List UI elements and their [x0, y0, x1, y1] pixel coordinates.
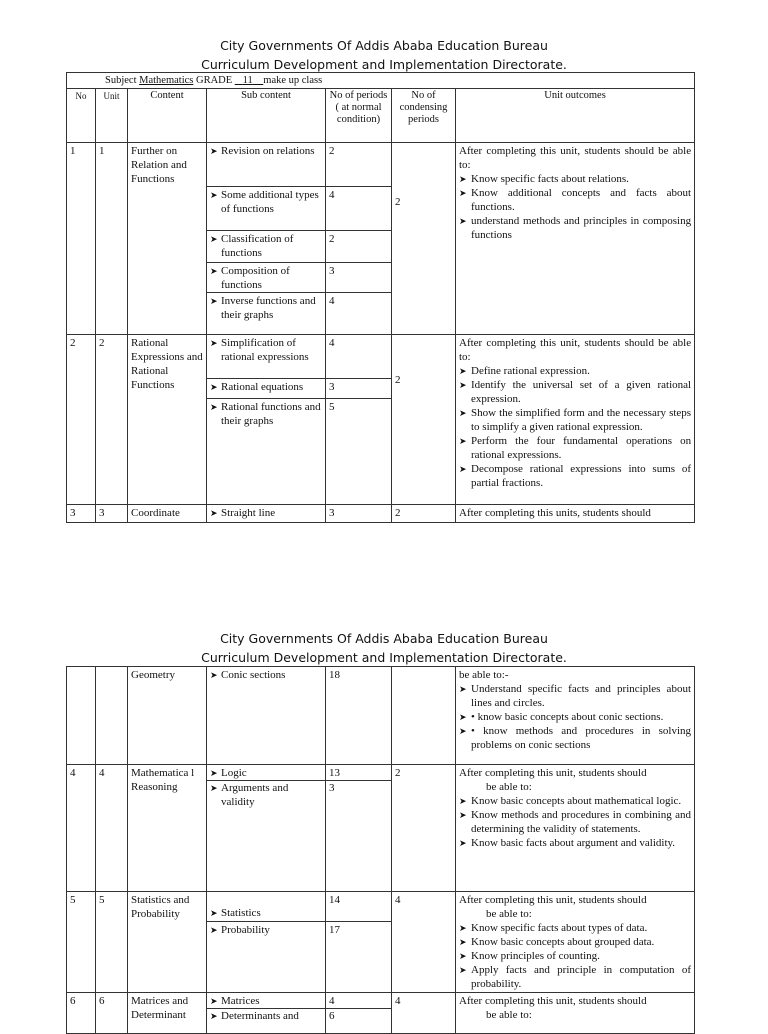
periods-cell [326, 892, 392, 993]
periods-cell [326, 143, 392, 335]
row-unit [96, 667, 128, 765]
period-value: 4 [329, 295, 335, 307]
sub-text: Rational functions and their graphs [221, 401, 321, 427]
condensing-value: 2 [392, 765, 456, 892]
row-content: Further on Relation and Functions [128, 143, 207, 335]
header-line-2: Curriculum Development and Implementation Directorate. [201, 57, 567, 72]
col-outcomes: Unit outcomes [456, 89, 695, 143]
period-value: 13 [326, 765, 391, 781]
row-content: Matrices and Determinant [128, 993, 207, 1034]
subcontent-cell: ➤ Conic sections [207, 667, 326, 765]
period-value: 2 [326, 231, 391, 263]
period-value: 17 [329, 924, 340, 936]
subject-row [67, 73, 695, 89]
outcomes-cell [456, 335, 695, 505]
condensing-value: 4 [392, 993, 456, 1034]
subcontent-cell [207, 765, 326, 892]
outcome-intro: After completing this unit, students should [459, 995, 647, 1007]
outcomes-cell [456, 993, 695, 1034]
class-note: make up class [263, 75, 323, 86]
row-no: 3 [67, 505, 96, 523]
row-no: 4 [67, 765, 96, 892]
row-unit: 4 [96, 765, 128, 892]
sub-item: ➤ Revision on relations [207, 143, 325, 187]
row-no: 2 [67, 335, 96, 505]
sub-text: Revision on relations [221, 145, 315, 157]
grade-value: 11 [242, 75, 253, 86]
outcome-item: ➤ • know basic concepts about conic sections. [459, 711, 664, 723]
table-row [67, 335, 695, 505]
condensing-value: 2 [392, 143, 456, 335]
table-row [67, 892, 695, 993]
outcome-item: ➤ Know additional concepts and facts about functions. [459, 187, 692, 213]
period-value: 3 [326, 505, 392, 523]
sub-item: ➤ Statistics [207, 892, 325, 922]
outcomes-cell [456, 143, 695, 335]
sub-text: Classification of functions [221, 233, 294, 259]
outcome-intro: After completing this units, students should [456, 505, 695, 523]
sub-item: ➤ Arguments and validity [207, 781, 325, 891]
sub-text: Some additional types of functions [221, 189, 319, 215]
col-unit: Unit [96, 89, 128, 143]
sub-item: ➤ Probability [207, 922, 325, 991]
outcome-item: ➤ Know methods and procedures in combining and determining the validity of statements. [459, 809, 691, 835]
sub-text: Composition of functions [221, 265, 290, 291]
outcomes-cell [456, 667, 695, 765]
condensing-value [392, 667, 456, 765]
outcome-item: ➤ Know basic concepts about grouped data. [459, 936, 655, 948]
page1-header [0, 36, 768, 74]
sub-item: ➤ Determinants and [207, 1009, 325, 1033]
period-value: 5 [329, 401, 335, 413]
sub-item: ➤ Rational equations [207, 379, 325, 399]
periods-cell [326, 765, 392, 892]
period-value: 3 [326, 263, 391, 293]
period-value: 4 [326, 187, 391, 231]
table-row [67, 765, 695, 892]
table-row [67, 993, 695, 1034]
outcome-intro: After completing this unit, students should be able to: [459, 145, 692, 171]
outcomes-cell [456, 892, 695, 993]
sub-text: Inverse functions and their graphs [221, 295, 316, 321]
outcome-item: ➤ Know principles of counting. [459, 950, 600, 962]
subject-name: Mathematics [139, 75, 194, 86]
sub-text: Probability [221, 924, 270, 936]
sub-item: ➤ Logic [207, 765, 325, 781]
period-value: 4 [326, 993, 391, 1009]
sub-text: Determinants and [221, 1010, 299, 1022]
col-condensing: No of condensing periods [392, 89, 456, 143]
outcome-intro: be able to:- [459, 669, 509, 681]
condensing-value: 2 [392, 505, 456, 523]
period-value: 4 [326, 335, 391, 379]
outcome-item: ➤ Know basic concepts about mathematical logic. [459, 795, 682, 807]
outcome-intro-2: be able to: [486, 781, 532, 793]
outcome-intro: After completing this unit, students should [459, 767, 647, 779]
sub-text: Simplification of rational expressions [221, 337, 309, 363]
outcome-item: ➤ Show the simplified form and the necessary steps to simplify a given rational expression. [459, 407, 692, 433]
row-unit: 5 [96, 892, 128, 993]
sub-text: Arguments and validity [221, 782, 289, 808]
outcome-intro-2: be able to: [486, 908, 532, 920]
sub-text: Logic [221, 767, 247, 779]
period-value: 6 [329, 1010, 335, 1022]
outcome-item: ➤ Identify the universal set of a given rational expression. [459, 379, 692, 405]
col-content: Content [128, 89, 207, 143]
col-no: No [67, 89, 96, 143]
header-line-1: City Governments Of Addis Ababa Education Bureau [220, 631, 548, 646]
table-row [67, 667, 695, 765]
condensing-value: 2 [392, 335, 456, 505]
sub-text: Statistics [221, 907, 261, 919]
row-no: 6 [67, 993, 96, 1034]
sub-text: Straight line [221, 507, 276, 519]
sub-item: ➤ Simplification of rational expressions [207, 335, 325, 379]
outcome-item: ➤ Decompose rational expressions into sums of partial fractions. [459, 463, 692, 489]
outcome-intro-2: be able to: [486, 1009, 532, 1021]
sub-item: ➤ Rational functions and their graphs [210, 401, 321, 427]
outcome-intro: After completing this unit, students should [459, 894, 647, 906]
row-unit: 6 [96, 993, 128, 1034]
col-subcontent: Sub content [207, 89, 326, 143]
outcome-intro: After completing this unit, students should be able to: [459, 337, 692, 363]
sub-item: ➤ Some additional types of functions [207, 187, 325, 231]
header-line-2: Curriculum Development and Implementation Directorate. [201, 650, 567, 665]
row-content: Coordinate [128, 505, 207, 523]
subcontent-cell: ➤ Straight line [207, 505, 326, 523]
subcontent-cell [207, 143, 326, 335]
row-unit: 2 [96, 335, 128, 505]
outcome-item: ➤ Apply facts and principle in computation of probability. [459, 964, 691, 990]
outcomes-cell [456, 765, 695, 892]
row-unit: 3 [96, 505, 128, 523]
periods-cell [326, 335, 392, 505]
header-line-1: City Governments Of Addis Ababa Education Bureau [220, 38, 548, 53]
row-content: Rational Expressions and Rational Functions [128, 335, 207, 505]
period-value: 3 [326, 379, 391, 399]
col-periods: No of periods ( at normal condition) [326, 89, 392, 143]
curriculum-table-page1 [66, 72, 695, 523]
sub-text: Rational equations [221, 381, 304, 393]
row-content: Geometry [128, 667, 207, 765]
condensing-value: 4 [392, 892, 456, 993]
page2-header [0, 629, 768, 667]
sub-text: Conic sections [221, 669, 286, 681]
row-no: 1 [67, 143, 96, 335]
period-value: 14 [326, 892, 391, 922]
sub-item: ➤ Composition of functions [207, 263, 325, 293]
period-value: 3 [329, 782, 335, 794]
row-no [67, 667, 96, 765]
column-header-row [67, 89, 695, 143]
outcome-item: ➤ Know specific facts about types of data. [459, 922, 648, 934]
subcontent-cell [207, 993, 326, 1034]
outcome-item: ➤ Perform the four fundamental operations on rational expressions. [459, 435, 692, 461]
outcome-item: ➤ • know methods and procedures in solving problems on conic sections [459, 725, 691, 751]
outcome-item: ➤ Know specific facts about relations. [459, 173, 629, 185]
row-unit: 1 [96, 143, 128, 335]
outcome-item: ➤ Know basic facts about argument and validity. [459, 837, 676, 849]
subcontent-cell [207, 892, 326, 993]
table-row [67, 505, 695, 523]
grade-label: GRADE [195, 75, 233, 86]
period-value: 18 [326, 667, 392, 765]
table-row [67, 143, 695, 335]
outcome-item: ➤ Define rational expression. [459, 365, 590, 377]
sub-item: ➤ Classification of functions [207, 231, 325, 263]
sub-item: ➤ Inverse functions and their graphs [207, 293, 325, 334]
periods-cell [326, 993, 392, 1034]
sub-item: ➤ Matrices [207, 993, 325, 1009]
period-value: 2 [326, 143, 391, 187]
subject-label: Subject [105, 75, 137, 86]
curriculum-table-page2 [66, 666, 695, 1034]
outcome-item: ➤ Understand specific facts and principles about lines and circles. [459, 683, 691, 709]
row-content: Statistics and Probability [128, 892, 207, 993]
subcontent-cell [207, 335, 326, 505]
row-no: 5 [67, 892, 96, 993]
outcome-item: ➤ understand methods and principles in composing functions [459, 215, 692, 241]
row-content: Mathematica l Reasoning [128, 765, 207, 892]
sub-text: Matrices [221, 995, 260, 1007]
